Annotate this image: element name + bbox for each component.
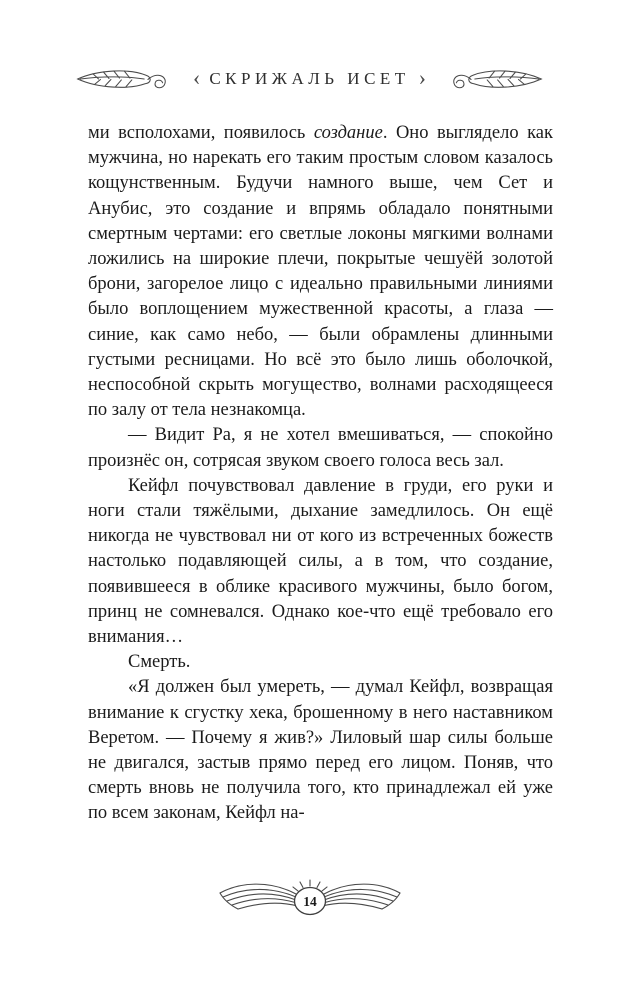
paragraph: «Я должен был умереть, — думал Кейфл, возвращая внимание к сгустку хека, брошенному в него наставником Веретом. — Почему я жив?» Лиловый шар силы больше не двигался, застыв прямо перед его лицом. Поняв, что смерть вновь не получила того, кто принадлежал ей уже по всем законам, Кейфл на- [88, 677, 553, 824]
winged-sun-ornament-icon [210, 878, 410, 924]
right-feather-ornament-icon [435, 66, 547, 92]
right-angle-ornament: › [418, 65, 426, 90]
paragraph-text: . Оно выглядело как мужчина, но нарекать его таким простым словом казалось кощунственным. Будучи намного выше, чем Сет и Анубис, это создание и впрямь обладало понятными смертным чертами: его светлые локоны мягкими волнами ложились на широкие плечи, покрытые чешуёй золотой брони, загорелое лицо с идеально правильными линиями было воплощением мужественной красоты, а глаза — синие, как само небо, — были обрамлены длинными густыми ресницами. Но всё это было лишь оболочкой, неспособной скрыть могущество, волнами расходящееся по залу от тела незнакомца. [88, 123, 554, 421]
page-footer [0, 878, 619, 924]
paragraph [88, 121, 553, 423]
left-feather-ornament-icon [72, 66, 184, 92]
paragraph: — Видит Ра, я не хотел вмешиваться, — спокойно произнёс он, сотрясая звуком своего голоса весь зал. [88, 425, 553, 471]
paragraph: Смерть. [128, 652, 191, 673]
page-number: 14 [302, 894, 317, 909]
paragraph-text: ми всполохами, появилось [88, 123, 314, 143]
paragraph: Кейфл почувствовал давление в груди, его руки и ноги стали тяжёлыми, дыхание замедлилось. Он ещё никогда не чувствовал ни от кого из встреченных божеств настолько подавляющей силы, а в том, что создание, появившееся в облике красивого мужчины, было богом, принц не сомневался. Однако кое-что ещё требовало его внимания… [88, 475, 553, 648]
page-text [88, 121, 553, 827]
page-header [0, 66, 619, 92]
left-angle-ornament: ‹ [193, 65, 201, 90]
paragraph-text-italic: создание [313, 123, 383, 143]
chapter-title: СКРИЖАЛЬ ИСЕТ [209, 69, 410, 88]
